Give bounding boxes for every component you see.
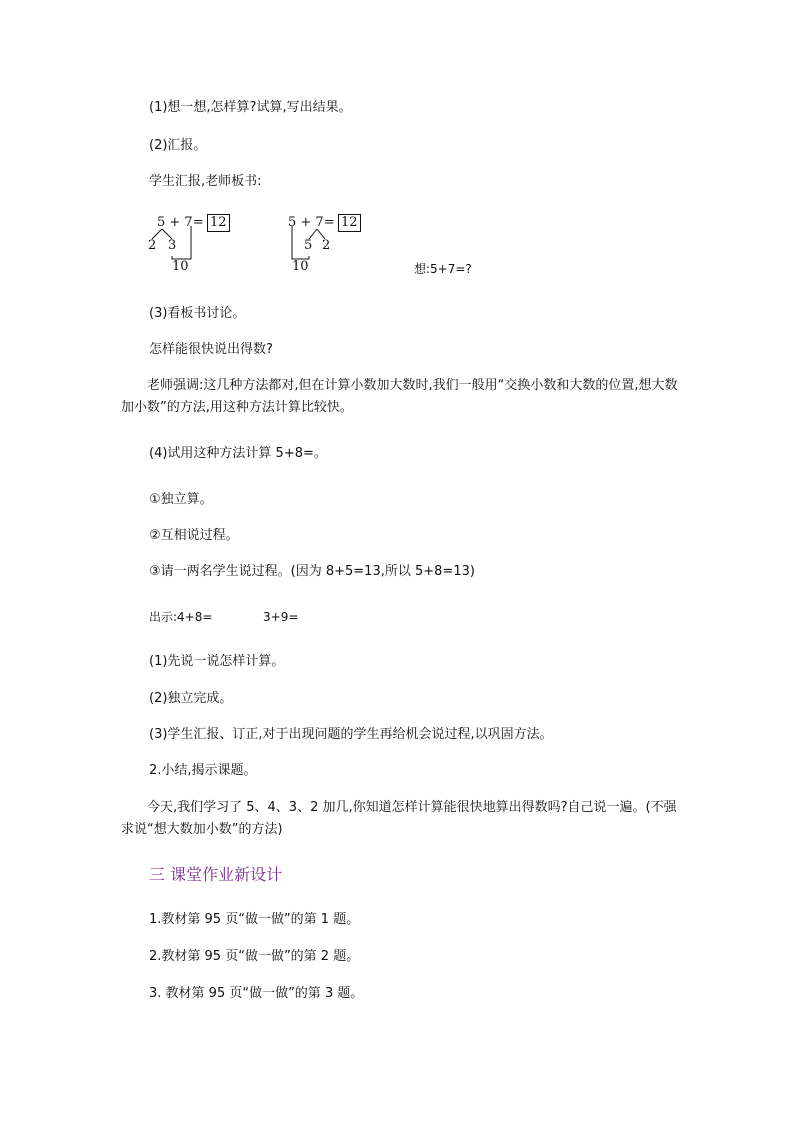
text-line: (3)学生汇报、订正,对于出现问题的学生再给机会说过程,以巩固方法。: [149, 727, 553, 742]
formula-1-split-a: 2: [148, 238, 157, 253]
text-line: (2)独立完成。: [149, 691, 233, 706]
text-line: (1)先说一说怎样计算。: [149, 654, 285, 669]
think-label: 想:5+7=?: [414, 262, 472, 276]
formula-2-result: 12: [338, 214, 361, 232]
exercise-item: 1.教材第 95 页“做一做”的第 1 题。: [149, 912, 360, 927]
text-line: ①独立算。: [149, 492, 213, 507]
paragraph-summary: 今天,我们学习了 5、4、3、2 加几,你知道怎样计算能很快地算出得数吗?自己说一遍。(不强求说“想大数加小数”的方法): [121, 800, 677, 837]
text-line: 怎样能很快说出得数?: [149, 342, 273, 357]
formula-1-expression: 5 + 7=: [157, 215, 204, 230]
formula-1-result: 12: [207, 214, 230, 232]
board-formula-1: [145, 212, 245, 274]
board-formula-2: [285, 212, 385, 274]
text-line: (3)看板书讨论。: [149, 306, 246, 321]
formula-1-split-b: 3: [168, 238, 177, 253]
formula-2-split-b: 2: [322, 238, 331, 253]
text-line: (4)试用这种方法计算 5+8=。: [149, 446, 327, 461]
text-line: (2)汇报。: [149, 138, 207, 153]
text-line: 学生汇报,老师板书:: [149, 174, 262, 189]
section-heading: 三 课堂作业新设计: [149, 865, 283, 884]
paragraph-teacher-emphasis: 老师强调:这几种方法都对,但在计算小数加大数时,我们一般用“交换小数和大数的位置,想大数加小数”的方法,用这种方法计算比较快。: [121, 378, 678, 415]
text-line: (1)想一想,怎样算?试算,写出结果。: [149, 100, 352, 115]
show-exercise-b: 3+9=: [263, 610, 299, 624]
show-exercise-a: 出示:4+8=: [149, 610, 213, 624]
exercise-item: 3. 教材第 95 页“做一做”的第 3 题。: [149, 986, 364, 1001]
formula-2-ten: 10: [292, 259, 309, 274]
text-line: ③请一两名学生说过程。(因为 8+5=13,所以 5+8=13): [149, 564, 475, 579]
formula-1-ten: 10: [172, 259, 189, 274]
formula-2-split-a: 5: [304, 238, 313, 253]
exercise-item: 2.教材第 95 页“做一做”的第 2 题。: [149, 949, 360, 964]
formula-2-expression: 5 + 7=: [288, 215, 335, 230]
text-line: 2.小结,揭示课题。: [149, 763, 257, 778]
text-line: ②互相说过程。: [149, 528, 239, 543]
